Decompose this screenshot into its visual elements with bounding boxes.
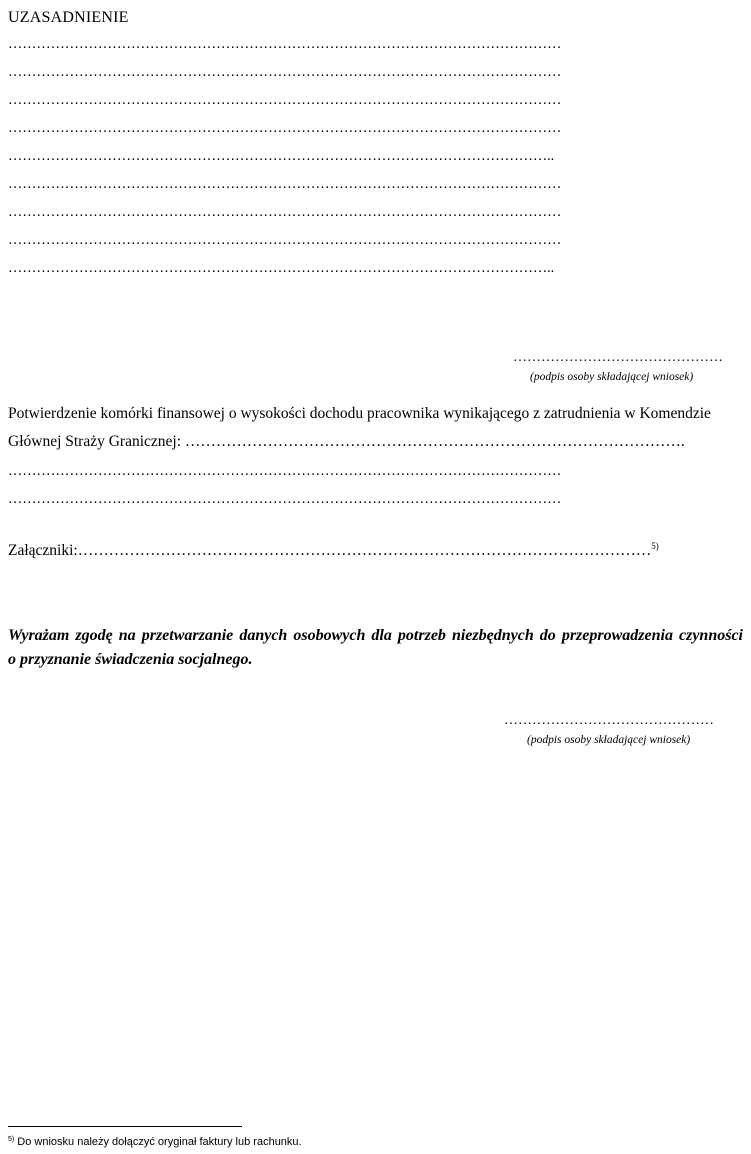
attachments-text: Załączniki:………………………………………………………………………………………………… — [8, 542, 652, 559]
justification-line-1[interactable]: ……………………………………………………………………………………………………… — [8, 36, 562, 52]
justification-line-4[interactable]: ……………………………………………………………………………………………………… — [8, 120, 562, 136]
signature-line-1[interactable]: ……………………………………… — [513, 350, 723, 365]
footnote-reference: 5) — [651, 541, 659, 551]
footnote-separator — [8, 1126, 242, 1127]
finance-confirmation-line-4[interactable]: ……………………………………………………………………………………………………… — [8, 491, 562, 507]
signature-caption-1: (podpis osoby składającej wniosek) — [530, 371, 694, 383]
justification-line-2[interactable]: ……………………………………………………………………………………………………… — [8, 64, 562, 80]
section-heading: UZASADNIENIE — [8, 9, 129, 26]
justification-line-3[interactable]: ……………………………………………………………………………………………………… — [8, 92, 562, 108]
consent-statement — [8, 624, 743, 672]
justification-line-9[interactable]: …………………………………………………………………………………………………….. — [8, 260, 555, 276]
justification-line-7[interactable]: ……………………………………………………………………………………………………… — [8, 204, 562, 220]
signature-caption-2: (podpis osoby składającej wniosek) — [527, 734, 691, 746]
consent-line-1: Wyrażam zgodę na przetwarzanie danych osobowych dla potrzeb niezbędnych do przeprowadzenia czynności — [8, 627, 743, 644]
justification-line-6[interactable]: ……………………………………………………………………………………………………… — [8, 176, 562, 192]
footnote-marker: 5) — [8, 1136, 15, 1143]
justification-line-8[interactable]: ……………………………………………………………………………………………………… — [8, 232, 562, 248]
finance-confirmation-line-2[interactable]: Głównej Straży Granicznej: ……………………………………………………………………………………. — [8, 433, 685, 450]
consent-line-2: o przyznanie świadczenia socjalnego. — [8, 651, 253, 668]
justification-line-5[interactable]: …………………………………………………………………………………………………….. — [8, 148, 555, 164]
footnote-text: Do wniosku należy dołączyć oryginał faktury lub rachunku. — [14, 1136, 302, 1148]
footnote — [8, 1136, 302, 1148]
finance-confirmation-line-3[interactable]: ……………………………………………………………………………………………………… — [8, 463, 562, 479]
finance-confirmation-line-1: Potwierdzenie komórki finansowej o wysokości dochodu pracownika wynikającego z zatrudnienia w Komendzie — [8, 405, 711, 422]
signature-line-2[interactable]: ……………………………………… — [504, 713, 714, 728]
attachments-field[interactable] — [8, 541, 659, 560]
